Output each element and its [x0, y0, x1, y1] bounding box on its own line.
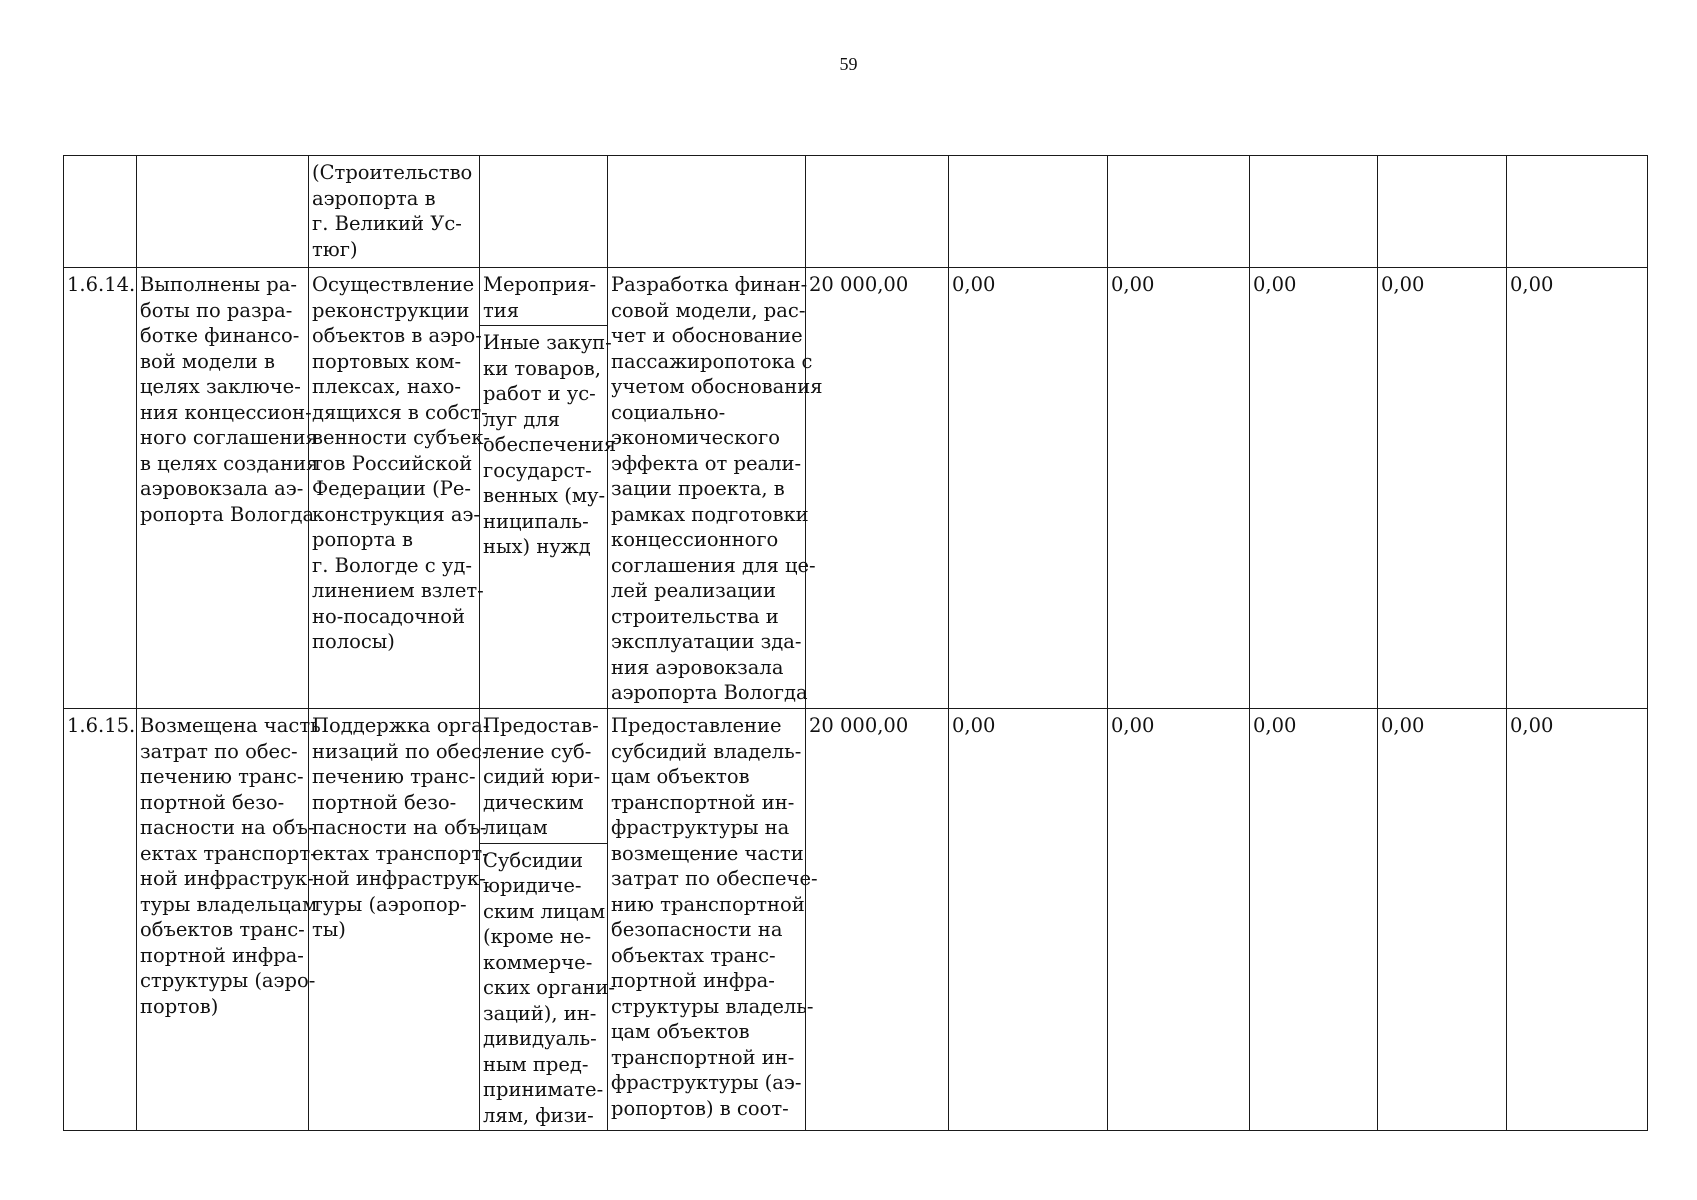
result-text-line: портной инфра- — [140, 943, 304, 967]
description-cell — [608, 709, 818, 1131]
result-text-line: вой модели в — [140, 349, 275, 373]
expense-type-line: лицам — [483, 816, 548, 839]
row-number-cell: 1.6.14. — [64, 268, 137, 709]
description-text-line: портной инфра- — [611, 969, 775, 992]
activity-text-line: конструкция аэ- — [312, 502, 480, 526]
expense-type-line: принимате- — [483, 1078, 604, 1101]
result-text-line: целях заключе- — [140, 375, 301, 398]
description-text-line: фраструктуры (аэ- — [611, 1071, 802, 1094]
activity-text-line: плексах, нахо- — [312, 375, 462, 398]
description-text-line: зации проекта, в — [611, 477, 785, 500]
activity-text-line: венности субъек- — [312, 426, 491, 449]
expense-type-line: ниципаль- — [483, 509, 589, 533]
activity-text-line: объектов в аэро- — [312, 324, 482, 347]
result-cell — [137, 709, 321, 1131]
description-text-line: ропортов) в соот- — [611, 1096, 789, 1120]
activity-text-line: ропорта в — [312, 528, 414, 551]
expense-type-cell — [480, 268, 617, 709]
activity-text-line: тюг) — [312, 237, 358, 261]
expense-type-line: коммерче- — [483, 950, 593, 974]
description-text-line: затрат по обеспече- — [611, 867, 818, 890]
description-text-line: социально- — [611, 400, 726, 424]
activity-text-line: (Строительство — [312, 161, 473, 184]
amount-cell-1: 20 000,00 — [806, 268, 949, 709]
activity-text-line: г. Великий Ус- — [312, 212, 462, 235]
description-cell — [608, 156, 806, 268]
expense-type-line: дическим — [483, 790, 584, 814]
description-text-line: соглашения для це- — [611, 553, 816, 577]
result-text-line: объектов транс- — [140, 918, 305, 941]
expense-type-line: Иные закуп- — [483, 331, 612, 354]
activity-text-line: ектах транспорт- — [312, 841, 489, 865]
activity-text-line: реконструкции — [312, 298, 470, 322]
activity-text-line: линением взлет- — [312, 579, 484, 602]
expense-type-bottom — [480, 326, 617, 562]
description-cell — [608, 268, 823, 709]
amount-cell-4: 0,00 — [1250, 709, 1378, 1131]
activity-text-line: печению транс- — [312, 765, 476, 788]
description-text-line: экономического — [611, 426, 780, 449]
result-text-line: пасности на объ- — [140, 816, 315, 839]
result-text-line: печению транс- — [140, 765, 304, 788]
expense-type-line: луг для — [483, 407, 560, 431]
activity-text-line: полосы) — [312, 630, 395, 653]
description-text-line: структуры владель- — [611, 994, 814, 1018]
description-text-line: Предоставление — [611, 714, 782, 737]
expense-type-cell — [480, 156, 608, 268]
activity-text-line: портной безо- — [312, 790, 457, 814]
amount-cell-3: 0,00 — [1108, 709, 1250, 1131]
activity-text-line: аэропорта в — [312, 186, 436, 210]
expense-type-line: Субсидии — [483, 848, 584, 872]
table-row — [64, 268, 1648, 709]
result-text-line: аэровокзала аэ- — [140, 477, 304, 500]
amount-cell-6 — [1507, 156, 1648, 268]
result-cell — [137, 156, 309, 268]
table-row — [64, 156, 1648, 268]
result-text-line: ного соглашения — [140, 426, 318, 449]
result-text-line: затрат по обес- — [140, 739, 298, 763]
expense-type-line: (кроме не- — [483, 925, 592, 948]
description-text-line: концессионного — [611, 528, 779, 551]
activity-text-line: портовых ком- — [312, 349, 462, 373]
description-text-line: транспортной ин- — [611, 1045, 795, 1069]
expense-type-line: ных) нужд — [483, 535, 591, 558]
activity-text-line: пасности на объ- — [312, 816, 487, 839]
description-text-line: рамках подготовки — [611, 502, 809, 526]
expense-type-top — [480, 709, 607, 844]
activity-cell — [309, 709, 490, 1131]
budget-table — [63, 155, 1648, 1131]
description-text-line: возмещение части — [611, 841, 804, 865]
expense-type-line: заций), ин- — [483, 1001, 597, 1025]
description-text-line: транспортной ин- — [611, 790, 795, 814]
activity-text-line: г. Вологде с уд- — [312, 553, 472, 577]
description-text-line: фраструктуры на — [611, 816, 790, 839]
activity-cell — [309, 268, 491, 709]
expense-type-line: лям, физи- — [483, 1103, 594, 1127]
expense-type-line: ских органи- — [483, 976, 615, 999]
expense-type-line: работ и ус- — [483, 382, 596, 405]
description-text-line: эффекта от реали- — [611, 451, 802, 475]
activity-text-line: Поддержка орга- — [312, 714, 490, 737]
description-text-line: лей реализации — [611, 579, 776, 602]
amount-cell-2 — [949, 156, 1108, 268]
expense-type-line: тия — [483, 298, 520, 322]
activity-cell — [309, 156, 480, 268]
expense-type-line: государст- — [483, 458, 592, 482]
expense-type-line: венных (му- — [483, 484, 606, 507]
result-text-line: ной инфраструк- — [140, 867, 314, 890]
expense-type-top — [480, 268, 607, 326]
result-text-line: туры владельцам — [140, 892, 318, 916]
amount-cell-5: 0,00 — [1378, 709, 1507, 1131]
description-text-line: пассажиропотока с — [611, 349, 813, 373]
amount-cell-5: 0,00 — [1378, 268, 1507, 709]
description-text-line: аэропорта Вологда — [611, 681, 808, 704]
expense-type-line: сидий юри- — [483, 765, 601, 788]
activity-text-line: дящихся в собст- — [312, 400, 488, 424]
table-body — [64, 156, 1648, 1131]
description-text-line: субсидий владель- — [611, 739, 802, 763]
amount-cell-4 — [1250, 156, 1378, 268]
activity-text-line: Осуществление — [312, 273, 475, 296]
amount-cell-3 — [1108, 156, 1250, 268]
result-text-line: в целях создания — [140, 451, 319, 475]
expense-type-line: ским лицам — [483, 899, 606, 923]
expense-type-line: Мероприя- — [483, 273, 597, 296]
result-text-line: портной безо- — [140, 790, 285, 814]
amount-cell-2: 0,00 — [949, 268, 1108, 709]
amount-cell-6: 0,00 — [1507, 268, 1648, 709]
activity-text-line: но-посадочной — [312, 604, 465, 628]
result-text-line: ния концессион- — [140, 400, 312, 424]
result-text-line: ропорта Вологда — [140, 502, 315, 526]
expense-type-line: обеспечения — [483, 433, 617, 456]
table-row — [64, 709, 1648, 1131]
activity-text-line: туры (аэропор- — [312, 892, 467, 916]
description-text-line: чет и обоснование — [611, 324, 803, 347]
description-text-line: строительства и — [611, 604, 779, 628]
expense-type-line: ление суб- — [483, 739, 592, 763]
row-number-cell — [64, 156, 137, 268]
activity-text-line: ной инфраструк- — [312, 867, 486, 890]
expense-type-line: ным пред- — [483, 1052, 589, 1076]
result-text-line: Возмещена часть — [140, 714, 321, 737]
amount-cell-1: 20 000,00 — [806, 709, 949, 1131]
expense-type-line: юридиче- — [483, 874, 582, 897]
result-text-line: портов) — [140, 994, 219, 1018]
description-text-line: цам объектов — [611, 765, 750, 788]
description-text-line: эксплуатации зда- — [611, 630, 802, 653]
description-text-line: учетом обоснования — [611, 375, 823, 398]
page-number: 59 — [839, 54, 858, 74]
result-cell — [137, 268, 319, 709]
expense-type-line: ки товаров, — [483, 356, 601, 380]
activity-text-line: низаций по обес- — [312, 739, 489, 763]
amount-cell-4: 0,00 — [1250, 268, 1378, 709]
row-number-cell: 1.6.15. — [64, 709, 137, 1131]
amount-cell-1 — [806, 156, 949, 268]
activity-text-line: Федерации (Ре- — [312, 477, 471, 500]
amount-cell-6: 0,00 — [1507, 709, 1648, 1131]
expense-type-line: Предостав- — [483, 714, 599, 737]
result-text-line: боты по разра- — [140, 298, 293, 322]
result-text-line: Выполнены ра- — [140, 273, 297, 296]
amount-cell-3: 0,00 — [1108, 268, 1250, 709]
amount-cell-2: 0,00 — [949, 709, 1108, 1131]
activity-text-line: тов Российской — [312, 451, 473, 475]
activity-text-line: ты) — [312, 918, 346, 941]
description-text-line: безопасности на — [611, 918, 783, 941]
description-text-line: Разработка финан- — [611, 273, 808, 296]
expense-type-cell — [480, 709, 615, 1131]
expense-type-line: дивидуаль- — [483, 1027, 597, 1050]
amount-cell-5 — [1378, 156, 1507, 268]
description-text-line: объектах транс- — [611, 943, 776, 967]
result-text-line: ботке финансо- — [140, 324, 300, 347]
description-text-line: ния аэровокзала — [611, 655, 784, 679]
result-text-line: ектах транспорт- — [140, 841, 317, 865]
result-text-line: структуры (аэро- — [140, 969, 316, 992]
description-text-line: цам объектов — [611, 1020, 750, 1043]
description-text-line: нию транспортной — [611, 892, 805, 916]
expense-type-bottom — [480, 844, 615, 1131]
description-text-line: совой модели, рас- — [611, 298, 806, 322]
